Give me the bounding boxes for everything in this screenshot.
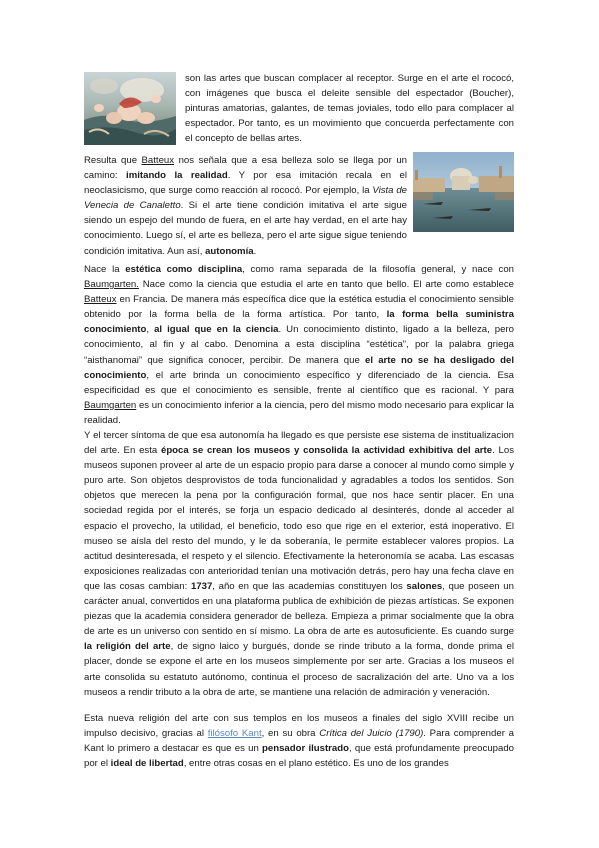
p3-text-7: , el arte brinda un conocimiento específico y diferenciado de la ciencia. Esa especificidad es que el conocimiento es sensible, frente al científico que es racional. Y para	[84, 369, 514, 396]
baumgarten-link[interactable]: Baumgarten.	[84, 279, 139, 291]
p4-bold-1: época se crean los museos y consolida la actividad exhibitiva del arte	[160, 445, 493, 457]
p2-text-3: . Y por esa imitación recala en el neoclasicismo, que surge como reacción al rococó. Por ejemplo, la	[84, 170, 407, 197]
p5-text-2: , en su obra	[261, 728, 320, 740]
p2-bold-1: imitando la realidad	[126, 170, 228, 182]
p5-text-4: . Para comprender a Kant lo primero a destacar es que es un	[84, 728, 514, 755]
p3-bold-4: el arte no se ha desligado del conocimiento	[84, 354, 514, 381]
p3-bold-2: la forma bella suministra conocimiento	[84, 309, 514, 336]
birth-of-venus-painting	[84, 72, 176, 145]
p5-italic-2: (1790)	[395, 728, 424, 740]
image-float-space	[407, 153, 514, 233]
batteux-link-2[interactable]: Batteux	[84, 294, 117, 306]
p4-text-5: , de signo laico y burgués, donde se rinde tributo a la forma, donde prima el placer, donde se expone el arte en los museos simplemente por ser arte. Gracias a los museos el arte consolida su estatuto autónomo, continua el proceso de sacralización del arte. Uno va a los museos a rendir tributo a la obra de arte, se mantiene una relación de admiración y veneración.	[84, 641, 514, 698]
p3-bold-3: al igual que en la ciencia	[154, 324, 279, 336]
p3-text-6: . Un conocimiento distinto, ligado a la belleza, pero conocimiento, al fin y al cabo. Denomina a esta disciplina “estética”, por la palabra griega “aisthanomai” que significa conocer, percibir. De manera que	[84, 324, 514, 366]
p5-text-6: , entre otras cosas en el plano estético. Es uno de los grandes	[183, 758, 449, 770]
paragraph-5	[84, 711, 514, 771]
p3-text-8: es un conocimiento inferior a la ciencia, pero del mismo modo necesario para explicar la realidad.	[84, 399, 514, 426]
p3-text-5: ,	[146, 324, 155, 336]
p4-bold-2: 1737	[190, 580, 213, 592]
p5-text-1: Esta nueva religión del arte con sus templos en los museos a finales del siglo XVIII recibe un impulso decisivo, gracias al	[84, 713, 514, 740]
p5-bold-2: ideal de libertad	[110, 758, 184, 770]
p4-text-1: Y el tercer síntoma de que esa autonomía ha llegado es que persiste ese sistema de institualizacion del arte. En esta	[84, 430, 514, 457]
paragraph-1	[185, 71, 514, 146]
p5-italic-1: Crítica del Juicio	[319, 728, 392, 740]
p4-text-3: , año en que las academias constituyen los	[212, 580, 407, 592]
p3-text-1: Nace la	[84, 264, 126, 275]
p2-italic-1: Vista de Venecia de Canaletto	[84, 185, 407, 212]
baumgarten-link-2[interactable]: Baumgarten	[84, 399, 137, 411]
p3-text-2: , como rama separada de la filosofía general, y nace con	[242, 264, 514, 275]
p2-text-5: .	[253, 245, 257, 257]
p2-text-2: nos señala que a esa belleza solo se llega por un camino:	[84, 155, 407, 182]
p4-text-2: . Los museos suponen proveer al arte de un espacio propio para darse a conocer al mundo como simple y puro arte. Son objetos desprovistos de toda funcionalidad y agradables a todos los sentidos. Son objetos que merecen la pena por la configuración formal, que nos hace sentir placer. En una sociedad regida por el interés, se forja un espacio dedicado al desinterés, donde al acceder al espacio el provecho, la utilidad, el beneficio, todo eso que rige en el exterior, está inoperativo. El museo se aísla del resto del mundo, y le da soberanía, le permite establecer valores propios. La actitud desinteresada, el respeto y el silencio. Efectivamente la heteronomía se acaba. Las escasas exposiciones realizadas con anterioridad tenían una motivación detrás, pero hay una fecha clave en que las cosas cambian:	[84, 445, 514, 592]
p3-bold-1: estética como disciplina	[125, 264, 243, 275]
p4-bold-4: la religión del arte	[84, 641, 171, 653]
p2-text-4: . Si el arte tiene condición imitativa el arte sigue siendo un espejo del mundo de fuera, en el arte hay verdad, en el arte hay conocimiento. Luego sí, el arte es belleza, pero el arte sigue sigue teniendo condición imitativa. Aun así,	[84, 200, 407, 257]
p2-text-1: Resulta que	[84, 155, 142, 166]
paragraph-3	[84, 262, 514, 428]
p3-text-3: Nace como la ciencia que estudia el arte en tanto que bello. El arte como establece	[138, 279, 514, 291]
p5-text-5: , que está profundamente preocupado por el	[84, 743, 514, 770]
p4-text-4: , que poseen un carácter anual, convertidos en una plataforma publica de exhibición de piezas artísticas. Se exponen piezas que la academia considera generador de belleza. Empieza a primar socialmente que la obra de arte es un universo con sentido en sí mismo. La obra de arte es autosuficiente. Es cuando surge	[84, 580, 514, 638]
paragraph-1-text: son las artes que buscan complacer al receptor. Surge en el arte el rococó, con imágenes que busca el deleite sensible del espectador (Boucher), pinturas amatorias, galantes, de temas joviales, todo ello para complacer al espectador. Por tanto, es un movimiento que concuerda perfectamente con el concepto de bellas artes.	[185, 73, 514, 145]
batteux-link[interactable]: Batteux	[141, 155, 175, 166]
p2-bold-2: autonomía	[205, 245, 254, 257]
p4-bold-3: salones	[406, 580, 443, 592]
paragraph-4	[84, 428, 514, 700]
p3-text-4: en Francia. De manera más específica dice que la estética estudia el conocimiento sensible obtenido por la forma bella de la forma artística. Por tanto,	[84, 294, 514, 321]
paragraph-2	[84, 153, 514, 259]
p5-bold-1: pensador ilustrado	[262, 743, 349, 755]
kant-link[interactable]: filósofo Kant	[207, 728, 262, 740]
